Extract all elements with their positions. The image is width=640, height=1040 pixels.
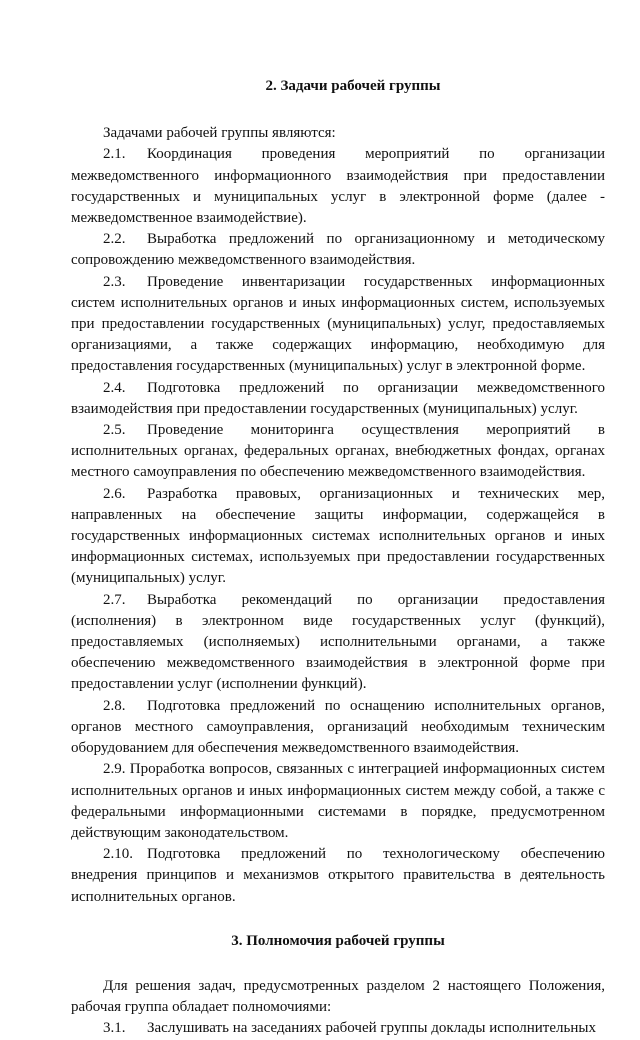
item-number: 2.8. [103,697,126,714]
item-number: 2.3. [103,273,126,290]
item-2-7 [71,590,605,696]
item-2-1 [71,144,605,229]
item-2-3 [71,272,605,378]
item-2-8 [71,696,605,760]
item-2-10 [71,844,605,908]
item-number: 2.4. [103,379,126,396]
item-number: 2.10. [103,846,133,863]
item-number: 2.2. [103,231,126,248]
document-body [71,76,605,1040]
section-2-heading: 2. Задачи рабочей группы [265,78,441,94]
item-text: Заслушивать на заседаниях рабочей группы доклады исполнительных [147,1020,596,1037]
item-text: Разработка правовых, организационных и технических мер, направленных на обеспечение защиты информации, содержащейся в государственных информационных системах исполнительных органов и иных информационных системах, используемых при предоставлении государственных (муниципальных) услуг. [71,485,605,587]
item-text: Подготовка предложений по оснащению исполнительных органов, органов местного самоуправления, организаций необходимым техническим оборудованием для обеспечения межведомственного взаимодействия. [71,697,605,757]
item-2-6 [71,484,605,590]
item-text: Подготовка предложений по организации межведомственного взаимодействия при предоставлении государственных (муниципальных) услуг. [71,379,605,417]
item-number: 3.1. [103,1020,126,1037]
item-2-9 [71,759,605,844]
item-text: Проведение инвентаризации государственных информационных систем исполнительных органов и иных информационных систем, используемых при предоставлении государственных (муниципальных) услуг, предоставляемых организациями, а также содержащих информацию, необходимую для предоставления государственных (муниципальных) услуг в электронной форме. [71,273,605,375]
item-2-5 [71,420,605,484]
item-number: 2.6. [103,485,126,502]
item-2-4 [71,378,605,420]
item-number: 2.1. [103,146,126,163]
item-text: Проведение мониторинга осуществления мероприятий в исполнительных органах, федеральных органах, внебюджетных фондах, органах местного самоуправления по обеспечению межведомственного взаимодействия. [71,422,605,481]
item-3-1 [71,1018,605,1039]
item-text: Выработка рекомендаций по организации предоставления (исполнения) в электронном виде государственных услуг (функций), предоставляемых (исполняемых) исполнительными органами, а также обеспечению межведомственного взаимодействия в электронной форме при предоставлении услуг (исполнении функций). [71,591,605,693]
item-text: Координация проведения мероприятий по организации межведомственного информационного взаимодействия при предоставлении государственных и муниципальных услуг в электронной форме (далее - межведомственное взаимодействие). [71,146,605,227]
item-number: 2.7. [103,591,126,608]
item-text: Подготовка предложений по технологическому обеспечению внедрения принципов и механизмов открытого правительства в деятельность исполнительных органов. [71,846,605,905]
item-text: Выработка предложений по организационному и методическому сопровождению межведомственного взаимодействия. [71,231,605,269]
item-2-2 [71,229,605,271]
item-number: 2.5. [103,422,126,439]
item-text: Проработка вопросов, связанных с интеграцией информационных систем исполнительных органов и иных информационных систем между собой, а также с федеральными информационными системами в порядке, предусмотренном действующим законодательством. [71,761,605,841]
item-number: 2.9. [103,761,126,778]
section-3-intro: Для решения задач, предусмотренных разделом 2 настоящего Положения, рабочая группа обладает полномочиями: [71,977,605,1016]
section-3-heading: 3. Полномочия рабочей группы [231,932,445,949]
section-2-intro: Задачами рабочей группы являются: [103,125,336,142]
